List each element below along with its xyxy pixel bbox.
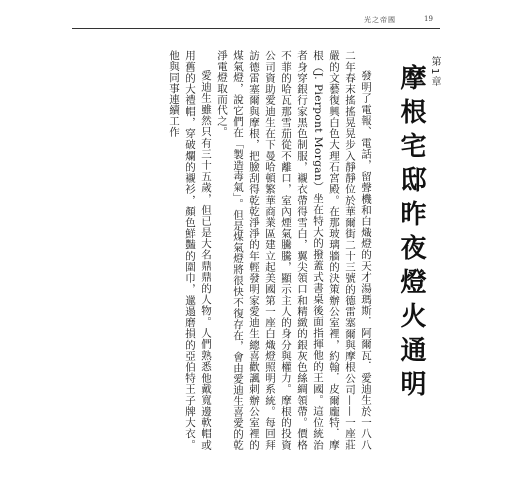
book-title: 光之帝國 [364,16,396,24]
chapter-number: 第1章 [429,56,440,89]
running-header [0,12,520,28]
body-paragraph: 發明了電報、電話，留聲機和白熾燈的天才湯瑪斯．阿爾瓦．愛迪生於一八八二年春末搖搖晃晃步入靜靜位於華爾街二十三號的德雷塞爾與摩根公司——一座莊嚴的文藝復興白色大理石宮殿。在那玻璃牆的決策辦公室裡，約翰．皮爾龐特．摩根（J. Pierpont Morgan）坐在特大的撥蓋式書桌後面指揮他的王國。這位統治者身穿銀行家黑色制服，襯衣帶得雪白，翼尖領口和精緻的銀灰色絲綢領帶。價格不菲的哈瓦那雪茄從不離口，室內煙氣騰騰，顯示主人的身分與權力。摩根的投資公司資助愛迪生在下曼哈頓繁華商業區建立起美國第一座白熾燈照明系統。每回拜訪德雷塞爾與摩根，把臉刮得乾乾淨淨的年輕發明家愛迪生總喜歡諷刺辦公室裡的煤氣燈，說它們在「製造毒氣」。但是煤氣燈將很快不復存在，會由愛迪生喜愛的乾淨電燈取而代之。 [216,50,372,450]
header-rule [72,28,440,29]
vertical-text-block [66,50,442,460]
chapter-body [166,50,374,450]
body-paragraph: 愛迪生雖然只有三十五歲，但已是大名鼎鼎的人物。人們熟悉他戴寬邊軟帽或用舊的大禮帽，穿破爛的襯衫，顏色鮮豔的圍巾，邋遢磨損的亞伯特王子牌大衣。他與同事連續工作 [168,50,212,450]
page-number: 19 [424,15,433,23]
chapter-heading [396,50,442,450]
chapter-title: 摩根宅邸昨夜燈火通明 [396,64,426,404]
